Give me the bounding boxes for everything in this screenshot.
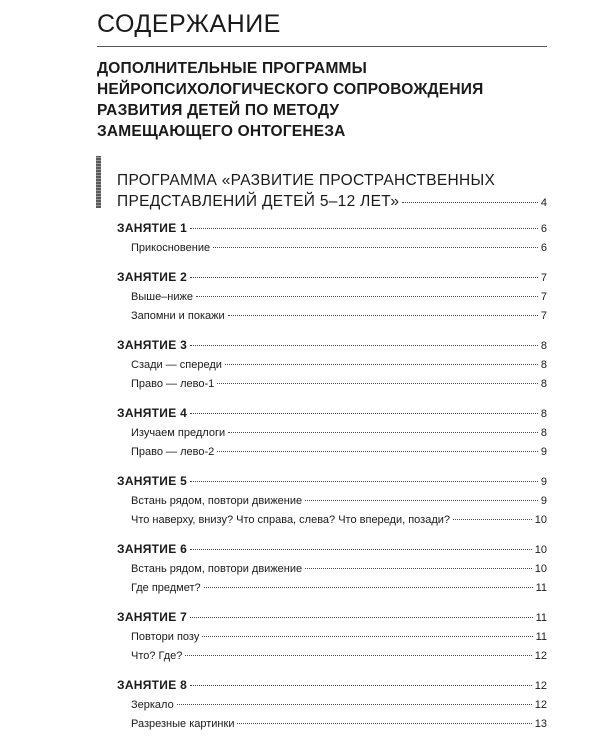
lesson-item-entry[interactable] xyxy=(117,715,547,734)
page-number: 7 xyxy=(540,310,547,322)
dot-leader xyxy=(190,228,538,229)
lesson-item-entry[interactable] xyxy=(117,375,547,394)
lesson-entry[interactable] xyxy=(117,268,547,288)
toc-lessons xyxy=(117,219,547,744)
lesson-title: ЗАНЯТИЕ 7 xyxy=(117,610,188,624)
dot-leader xyxy=(305,500,538,501)
lesson-title: ЗАНЯТИЕ 6 xyxy=(117,542,188,556)
dot-leader xyxy=(190,685,532,686)
lesson-item-entry[interactable] xyxy=(117,647,547,666)
page-number: 7 xyxy=(540,291,547,303)
lesson-title: ЗАНЯТИЕ 8 xyxy=(117,678,188,692)
item-title: Разрезные картинки xyxy=(131,718,235,730)
lesson-entry[interactable] xyxy=(117,336,547,356)
dot-leader xyxy=(185,655,531,656)
lesson-item-entry[interactable] xyxy=(117,492,547,511)
section-accent-bar xyxy=(96,156,101,208)
page-number: 9 xyxy=(540,476,547,488)
section-title-line: НЕЙРОПСИХОЛОГИЧЕСКОГО СОПРОВОЖДЕНИЯ xyxy=(97,81,484,98)
lesson-title: ЗАНЯТИЕ 5 xyxy=(117,474,188,488)
lesson-block xyxy=(117,608,547,666)
lesson-item-entry[interactable] xyxy=(117,424,547,443)
dot-leader xyxy=(453,519,532,520)
page-number: 8 xyxy=(540,378,547,390)
dot-leader xyxy=(213,247,538,248)
item-title: Встань рядом, повтори движение xyxy=(131,563,303,575)
page-number: 9 xyxy=(540,495,547,507)
lesson-title: ЗАНЯТИЕ 3 xyxy=(117,338,188,352)
dot-leader xyxy=(305,568,532,569)
page-number: 8 xyxy=(540,427,547,439)
item-title: Сзади — спереди xyxy=(131,359,222,371)
dot-leader xyxy=(217,383,538,384)
page-number: 10 xyxy=(534,563,547,575)
page-number: 12 xyxy=(534,650,547,662)
dot-leader xyxy=(190,549,532,550)
page-number: 12 xyxy=(534,680,547,692)
dot-leader xyxy=(204,587,533,588)
section-title-line: ЗАМЕЩАЮЩЕГО ОНТОГЕНЕЗА xyxy=(97,123,346,140)
lesson-block xyxy=(117,268,547,326)
dot-leader xyxy=(190,413,538,414)
page-number: 10 xyxy=(534,514,547,526)
lesson-item-entry[interactable] xyxy=(117,239,547,258)
page-number: 11 xyxy=(535,612,547,624)
dot-leader xyxy=(202,636,532,637)
page-number: 11 xyxy=(535,631,547,643)
page-number: 6 xyxy=(540,223,547,235)
page-number: 8 xyxy=(540,359,547,371)
dot-leader xyxy=(196,296,538,297)
item-title: Что? Где? xyxy=(131,650,183,662)
item-title: Запомни и покажи xyxy=(131,310,225,322)
dot-leader xyxy=(402,202,538,203)
lesson-block xyxy=(117,219,547,258)
lesson-entry[interactable] xyxy=(117,608,547,628)
item-title: Право — лево-2 xyxy=(131,446,215,458)
program-title-line: ПРЕДСТАВЛЕНИЙ ДЕТЕЙ 5–12 ЛЕТ» xyxy=(117,193,400,210)
page-number: 6 xyxy=(540,242,547,254)
section-title-line: РАЗВИТИЯ ДЕТЕЙ ПО МЕТОДУ xyxy=(97,102,340,119)
dot-leader xyxy=(228,432,538,433)
lesson-block xyxy=(117,676,547,734)
section-title-line: ДОПОЛНИТЕЛЬНЫЕ ПРОГРАММЫ xyxy=(97,60,368,77)
page-number: 10 xyxy=(534,544,547,556)
page-number: 4 xyxy=(540,197,547,209)
dot-leader xyxy=(190,277,538,278)
page-number: 13 xyxy=(534,718,547,730)
lesson-entry[interactable] xyxy=(117,676,547,696)
lesson-item-entry[interactable] xyxy=(117,288,547,307)
lesson-item-entry[interactable] xyxy=(117,579,547,598)
item-title: Повтори позу xyxy=(131,631,200,643)
lesson-item-entry[interactable] xyxy=(117,560,547,579)
lesson-entry[interactable] xyxy=(117,540,547,560)
program-entry[interactable] xyxy=(117,170,547,214)
page-number: 8 xyxy=(540,408,547,420)
lesson-block xyxy=(117,404,547,462)
lesson-title: ЗАНЯТИЕ 2 xyxy=(117,270,188,284)
lesson-item-entry[interactable] xyxy=(117,356,547,375)
dot-leader xyxy=(237,723,531,724)
page-title: СОДЕРЖАНИЕ xyxy=(97,10,281,38)
heading-divider xyxy=(97,46,547,47)
dot-leader xyxy=(190,345,538,346)
item-title: Прикосновение xyxy=(131,242,211,254)
lesson-block xyxy=(117,336,547,394)
lesson-block xyxy=(117,472,547,530)
item-title: Встань рядом, повтори движение xyxy=(131,495,303,507)
item-title: Выше–ниже xyxy=(131,291,193,303)
lesson-title: ЗАНЯТИЕ 4 xyxy=(117,406,188,420)
item-title: Изучаем предлоги xyxy=(131,427,226,439)
program-title-row xyxy=(117,191,547,214)
dot-leader xyxy=(177,704,532,705)
lesson-block xyxy=(117,540,547,598)
lesson-entry[interactable] xyxy=(117,219,547,239)
page-number: 11 xyxy=(535,582,547,594)
page-number: 8 xyxy=(540,340,547,352)
lesson-entry[interactable] xyxy=(117,404,547,424)
page-number: 12 xyxy=(534,699,547,711)
lesson-title: ЗАНЯТИЕ 1 xyxy=(117,221,188,235)
lesson-item-entry[interactable] xyxy=(117,696,547,715)
section-title xyxy=(97,58,547,142)
item-title: Право — лево-1 xyxy=(131,378,215,390)
page-number: 7 xyxy=(540,272,547,284)
lesson-item-entry[interactable] xyxy=(117,443,547,462)
dot-leader xyxy=(190,481,538,482)
lesson-item-entry[interactable] xyxy=(117,628,547,647)
dot-leader xyxy=(217,451,538,452)
item-title: Где предмет? xyxy=(131,582,201,594)
lesson-item-entry[interactable] xyxy=(117,511,547,530)
page-number: 9 xyxy=(540,446,547,458)
item-title: Зеркало xyxy=(131,699,174,711)
dot-leader xyxy=(228,315,538,316)
dot-leader xyxy=(190,617,532,618)
dot-leader xyxy=(225,364,538,365)
program-title-line: ПРОГРАММА «РАЗВИТИЕ ПРОСТРАНСТВЕННЫХ xyxy=(117,172,496,189)
item-title: Что наверху, внизу? Что справа, слева? Что впереди, позади? xyxy=(131,514,451,526)
lesson-entry[interactable] xyxy=(117,472,547,492)
lesson-item-entry[interactable] xyxy=(117,307,547,326)
